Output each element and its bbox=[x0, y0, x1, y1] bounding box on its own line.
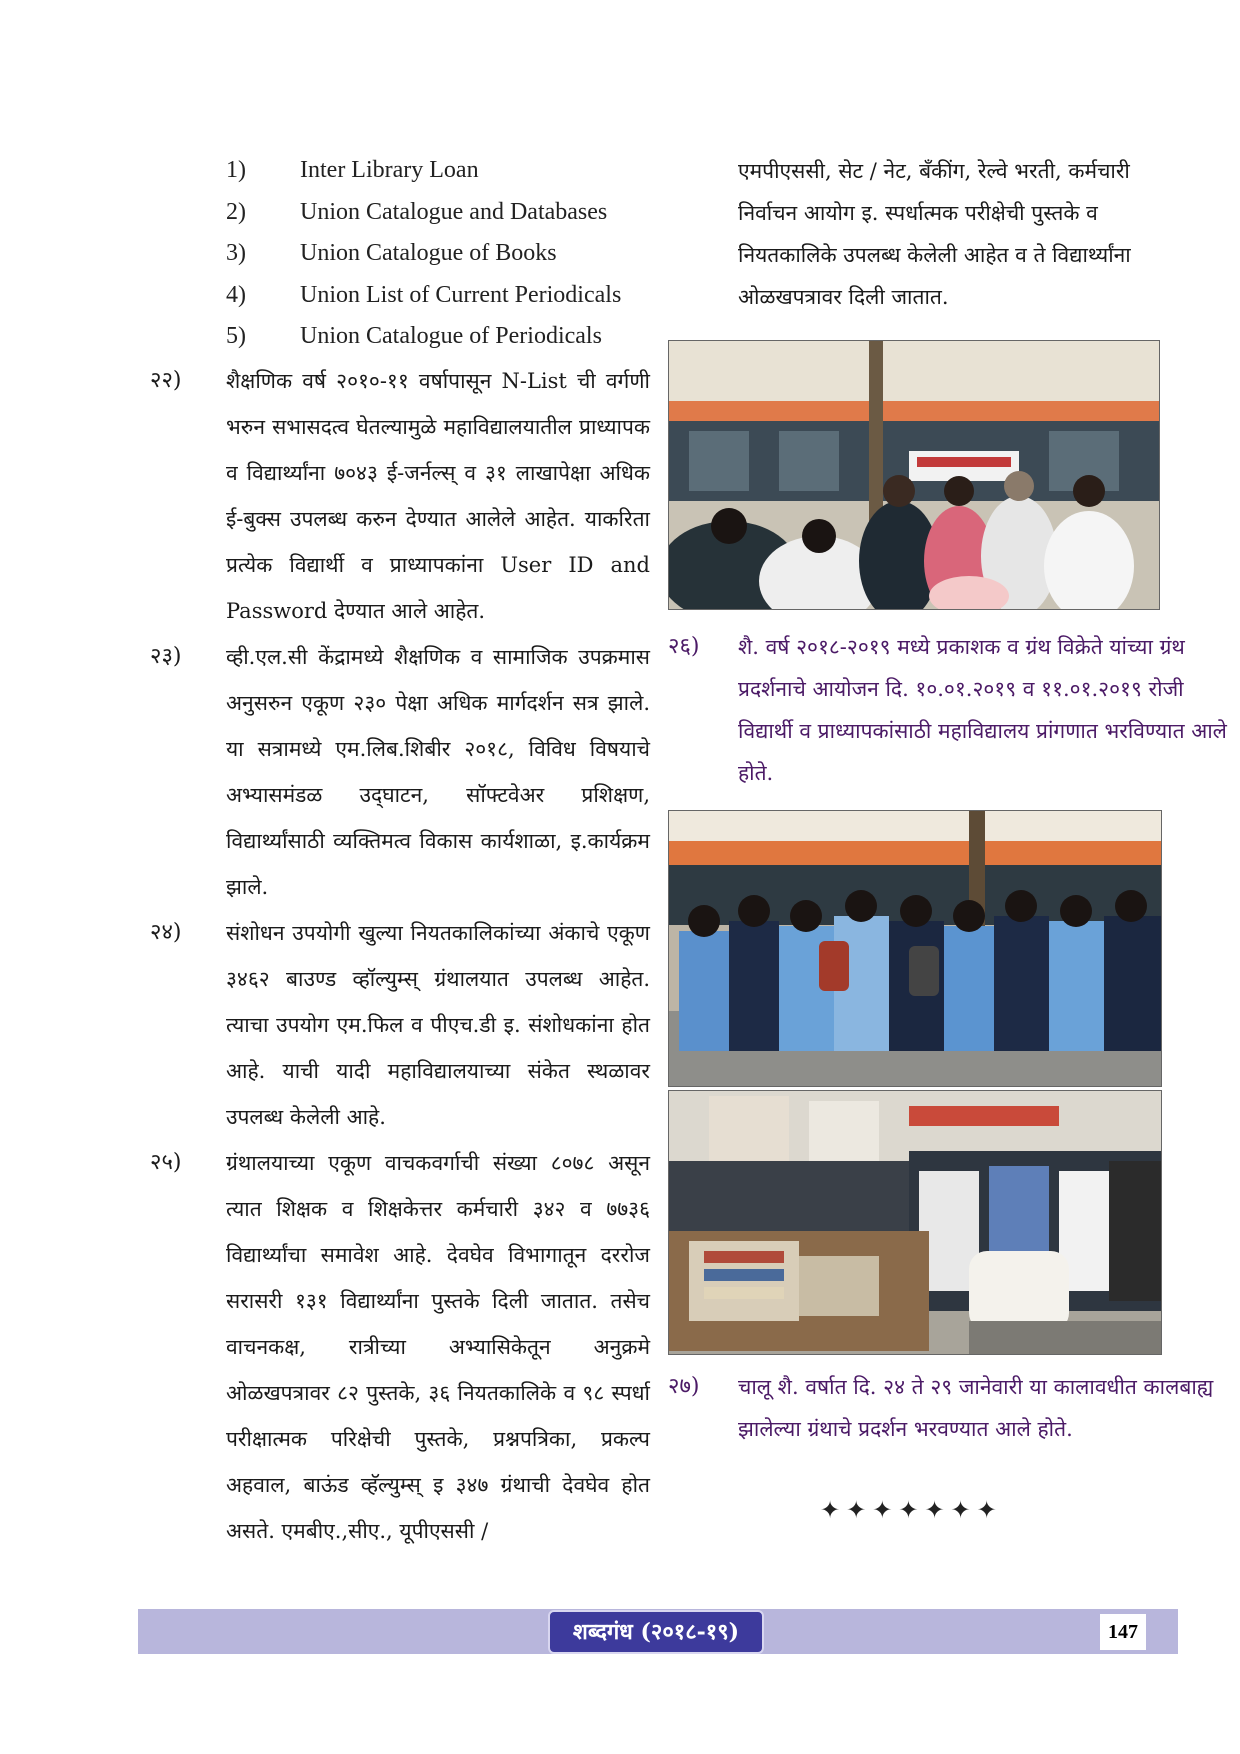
paragraph-27 bbox=[668, 1366, 1238, 1450]
list-item: 3) Union Catalogue of Books bbox=[226, 240, 557, 267]
paragraph-text: चालू शै. वर्षात दि. २४ ते २९ जानेवारी या कालावधीत कालबाह्य झालेल्या ग्रंथाचे प्रदर्शन भरवण्यात आले होते. bbox=[738, 1375, 1214, 1441]
photo-book-exhibition-1 bbox=[668, 340, 1160, 610]
paragraph-22 bbox=[150, 358, 650, 634]
list-item: 4) Union List of Current Periodicals bbox=[226, 281, 622, 308]
paragraph-number: २७) bbox=[668, 1374, 700, 1399]
paragraph-25 bbox=[150, 1140, 650, 1554]
paragraph-number: २६) bbox=[668, 634, 700, 659]
list-item: 5) Union Catalogue of Periodicals bbox=[226, 323, 602, 350]
paragraph-text: व्ही.एल.सी केंद्रामध्ये शैक्षणिक व सामाजिक उपक्रमास अनुसरुन एकूण २३० पेक्षा अधिक मार्गदर्शन सत्र झाले. या सत्रामध्ये एम.लिब.शिबीर २०१८, विविध विषयाचे अभ्यासमंडळ उद्‌घाटन, सॉफ्टवेअर प्रशिक्षण, विद्यार्थ्यांसाठी व्यक्तिमत्व विकास कार्यशाळा, इ.कार्यक्रम झाले. bbox=[226, 644, 650, 899]
list-item: 1) Inter Library Loan bbox=[226, 157, 479, 183]
paragraph-text: शैक्षणिक वर्ष २०१०-११ वर्षापासून N-List ची वर्गणी भरुन सभासदत्व घेतल्यामुळे महाविद्यालयातील प्राध्यापक व विद्यार्थ्यांना ७०४३ ई-जर्नल्स् व ३१ लाखापेक्षा अधिक ई-बुक्स उपलब्ध करुन देण्यात आलेले आहेत. याकरिता प्रत्येक विद्यार्थी व प्राध्यापकांना User ID and Password देण्यात आले आहेत. bbox=[226, 368, 650, 623]
paragraph-number: २२) bbox=[150, 367, 182, 393]
paragraph-text: शै. वर्ष २०१८-२०१९ मध्ये प्रकाशक व ग्रंथ विक्रेते यांच्या ग्रंथ प्रदर्शनाचे आयोजन दि. १०.०१.२०१९ व ११.०१.२०१९ रोजी विद्यार्थी व प्राध्यापकांसाठी महाविद्यालय प्रांगणात भरविण्यात आले होते. bbox=[738, 635, 1227, 785]
section-end-ornament: ✦✦✦✦✦✦✦ bbox=[820, 1496, 1003, 1524]
paragraph-26 bbox=[668, 626, 1238, 794]
paragraph-number: २३) bbox=[150, 643, 182, 669]
paragraph-23 bbox=[150, 634, 650, 910]
paragraph-24 bbox=[150, 910, 650, 1140]
paragraph-number: २५) bbox=[150, 1149, 182, 1175]
photo-book-exhibition-2 bbox=[668, 810, 1162, 1087]
list-item: 2) Union Catalogue and Databases bbox=[226, 198, 608, 225]
photo-book-exhibition-3 bbox=[668, 1090, 1162, 1355]
footer-title: शब्दगंध (२०१८-१९) bbox=[548, 1610, 764, 1654]
continuation-text: एमपीएससी, सेट / नेट, बँकींग, रेल्वे भरती, कर्मचारी निर्वाचन आयोग इ. स्पर्धात्मक परीक्षेची पुस्तके व नियतकालिके उपलब्ध केलेली आहेत व ते विद्यार्थ्यांना ओळखपत्रावर दिली जातात. bbox=[738, 159, 1131, 309]
paragraph-number: २४) bbox=[150, 919, 182, 945]
paragraph-text: संशोधन उपयोगी खुल्या नियतकालिकांच्या अंकाचे एकूण ३४६२ बाउण्ड व्हॉल्युम्स् ग्रंथालयात उपलब्ध आहेत. त्याचा उपयोग एम.फिल व पीएच.डी इ. संशोधकांना होत आहे. याची यादी महाविद्यालयाच्या संकेत स्थळावर उपलब्ध केलेली आहे. bbox=[226, 920, 650, 1129]
page-number: 147 bbox=[1100, 1614, 1146, 1650]
right-column bbox=[668, 150, 1168, 318]
paragraph-text: ग्रंथालयाच्या एकूण वाचकवर्गाची संख्या ८०७८ असून त्यात शिक्षक व शिक्षकेत्तर कर्मचारी ३४२ व ७७३६ विद्यार्थ्यांचा समावेश आहे. देवघेव विभागातून दररोज सरासरी १३१ विद्यार्थ्यांना पुस्तके दिली जातात. तसेच वाचनकक्ष, रात्रीच्या अभ्यासिकेतून अनुक्रमे ओळखपत्रावर ८२ पुस्तके, ३६ नियतकालिके व ९८ स्पर्धा परीक्षात्मक परिक्षेची पुस्तके, प्रश्नपत्रिका, प्रकल्प अहवाल, बाऊंड व्हॅल्युम्स् इ ३४७ ग्रंथाची देवघेव होत असते. एमबीए.,सीए., यूपीएससी / bbox=[226, 1150, 650, 1543]
left-column bbox=[150, 150, 650, 1554]
network-services-list bbox=[150, 150, 650, 358]
